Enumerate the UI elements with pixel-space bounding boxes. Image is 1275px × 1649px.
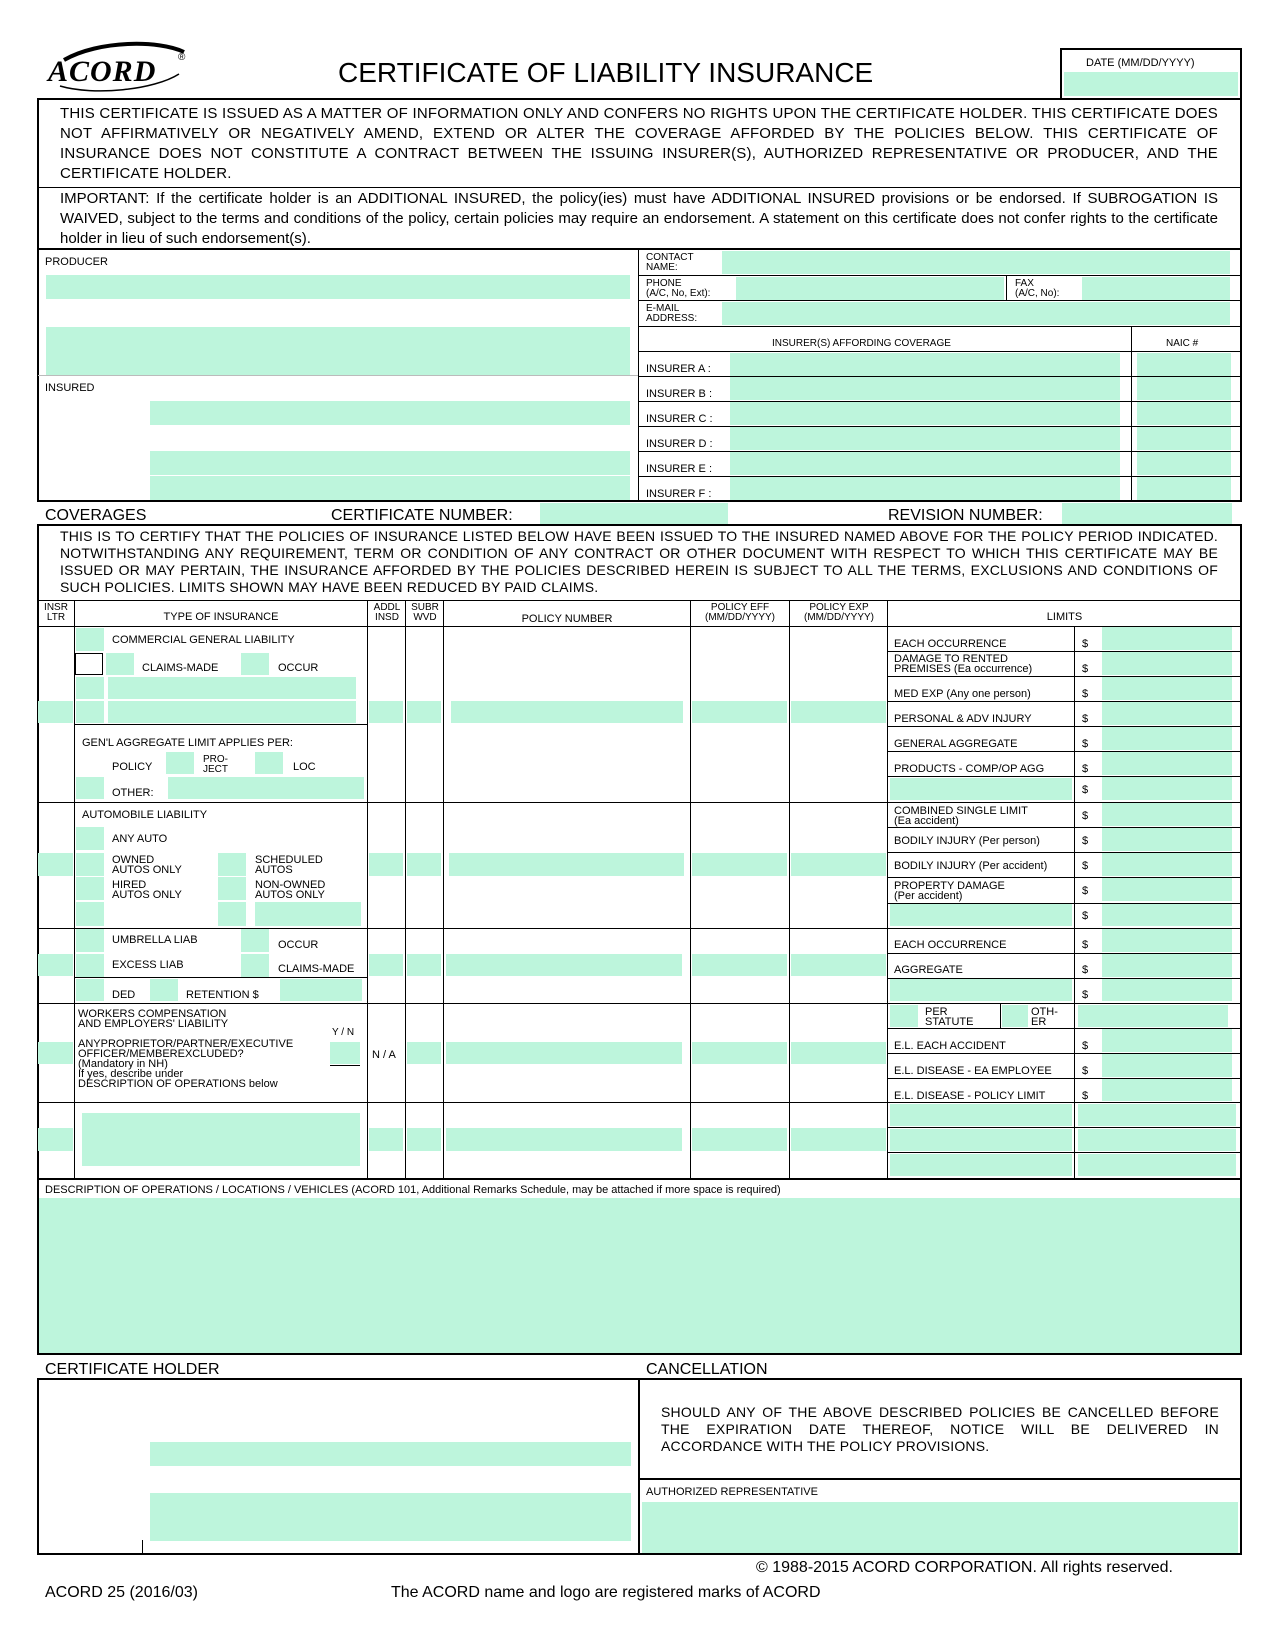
claims-made-label: CLAIMS-MADE	[142, 662, 219, 674]
other-coverage-eff-date[interactable]	[692, 1128, 787, 1151]
loc-label: LOC	[293, 761, 316, 773]
limits-header: LIMITS	[1046, 611, 1083, 623]
dollar-sign: $	[1082, 910, 1089, 922]
dollar-sign: $	[1082, 989, 1089, 1001]
registered-marks: The ACORD name and logo are registered marks of ACORD	[391, 1584, 821, 1601]
cgl-limit-med-exp: MED EXP (Any one person)	[894, 688, 1031, 700]
umbrella-insr-ltr[interactable]	[38, 954, 73, 976]
dollar-sign: $	[1082, 1090, 1089, 1102]
insurer-a-field[interactable]	[730, 353, 1120, 376]
insurer-c-naic[interactable]	[1137, 402, 1231, 425]
other-limit-label-2[interactable]	[890, 1129, 1072, 1151]
other-coverage-policy-number[interactable]	[446, 1128, 682, 1151]
cgl-subr[interactable]	[407, 701, 441, 723]
limit-damage-amount[interactable]	[1102, 652, 1232, 675]
subr-header: SUBR WVD	[411, 602, 439, 623]
umbrella-limit-each-occ: EACH OCCURRENCE	[894, 939, 1007, 951]
limit-pd-amount[interactable]	[1102, 878, 1232, 901]
limit-med-exp-amount[interactable]	[1102, 677, 1232, 700]
umbrella-claims-made-label: CLAIMS-MADE	[278, 963, 355, 975]
insurer-a-naic[interactable]	[1137, 353, 1231, 376]
other-label: OTHER:	[112, 787, 154, 799]
date-label: DATE (MM/DD/YYYY)	[1086, 57, 1195, 69]
cgl-addl[interactable]	[369, 701, 403, 723]
exp-header: POLICY EXP (MM/DD/YYYY)	[804, 602, 874, 623]
other-coverage-exp-date[interactable]	[791, 1128, 886, 1151]
insurer-f-naic[interactable]	[1137, 477, 1231, 500]
dollar-sign: $	[1082, 688, 1089, 700]
other-er-label: OTH- ER	[1031, 1006, 1058, 1028]
auto-extra-checkbox-2[interactable]	[218, 902, 246, 926]
type-header: TYPE OF INSURANCE	[163, 611, 279, 623]
auto-exp-date[interactable]	[791, 853, 886, 876]
authorized-representative-field[interactable]	[642, 1502, 1238, 1553]
non-owned-autos-label: NON-OWNED AUTOS ONLY	[255, 879, 326, 901]
per-statute-label: PER STATUTE	[925, 1006, 974, 1028]
umbrella-subr[interactable]	[407, 954, 441, 976]
limit-auto-extra-amount[interactable]	[1102, 904, 1232, 926]
cgl-extra-checkbox-1[interactable]	[76, 677, 104, 699]
umbrella-occur-label: OCCUR	[278, 939, 319, 951]
dollar-sign: $	[1082, 860, 1089, 872]
other-coverage-addl[interactable]	[369, 1128, 403, 1151]
el-disease-policy-label: E.L. DISEASE - POLICY LIMIT	[894, 1090, 1046, 1102]
phone-field[interactable]	[736, 277, 1004, 300]
insurer-a-label: INSURER A :	[646, 363, 711, 375]
certificate-holder-field-2[interactable]	[150, 1493, 631, 1541]
svg-text:ACORD: ACORD	[48, 55, 157, 88]
producer-field-1[interactable]	[46, 275, 630, 299]
certificate-number-label: CERTIFICATE NUMBER:	[331, 507, 513, 524]
dollar-sign: $	[1082, 784, 1089, 796]
insurers-header: INSURER(S) AFFORDING COVERAGE	[772, 338, 951, 349]
policy-label: POLICY	[112, 761, 153, 773]
limit-personal-amount[interactable]	[1102, 702, 1232, 725]
producer-field-3[interactable]	[46, 351, 630, 375]
limit-umbrella-extra-amount[interactable]	[1102, 979, 1232, 1001]
gen-agg-label: GEN'L AGGREGATE LIMIT APPLIES PER:	[82, 737, 293, 749]
ded-checkbox[interactable]	[76, 979, 104, 1001]
description-field[interactable]	[39, 1198, 1240, 1353]
coverages-statement: THIS IS TO CERTIFY THAT THE POLICIES OF INSURANCE LISTED BELOW HAVE BEEN ISSUED TO THE INSURED NAMED ABOVE FOR THE POLICY PERIOD INDICATED. NOTWITHSTANDING ANY REQUIREMENT, TERM OR CONDITION OF ANY CONTRACT OR OTHER DOCUMENT WITH RESPECT TO WHICH THIS CERTIFICATE MAY BE ISSUED OR MAY PERTAIN, THE INSURANCE AFFORDED BY THE POLICIES DESCRIBED HEREIN IS SUBJECT TO ALL THE TERMS, EXCLUSIONS AND CONDITIONS OF SUCH POLICIES. LIMITS SHOWN MAY HAVE BEEN REDUCED BY PAID CLAIMS.	[60, 528, 1218, 595]
owned-autos-label: OWNED AUTOS ONLY	[112, 854, 182, 876]
workers-comp-excluded: ANYPROPRIETOR/PARTNER/EXECUTIVE OFFICER/MEMBEREXCLUDED? (Mandatory in NH) If yes, describe under DESCRIPTION OF OPERATIONS below	[78, 1038, 294, 1090]
other-coverage-type[interactable]	[82, 1113, 360, 1166]
cancellation-label: CANCELLATION	[646, 1361, 768, 1378]
cgl-limit-damage: DAMAGE TO RENTED PREMISES (Ea occurrence)	[894, 653, 1033, 675]
project-checkbox[interactable]	[255, 752, 283, 774]
auto-eff-date[interactable]	[692, 853, 787, 876]
workers-other-field[interactable]	[1078, 1005, 1228, 1027]
umbrella-checkbox[interactable]	[76, 929, 104, 952]
producer-label: PRODUCER	[45, 256, 108, 268]
dollar-sign: $	[1082, 964, 1089, 976]
email-field[interactable]	[722, 302, 1230, 325]
auto-limit-bi-person: BODILY INJURY (Per person)	[894, 835, 1040, 847]
addl-header: ADDL INSD	[373, 602, 401, 623]
form-number: ACORD 25 (2016/03)	[45, 1584, 198, 1601]
policy-checkbox[interactable]	[166, 752, 194, 774]
dollar-sign: $	[1082, 663, 1089, 675]
limit-bi-accident-amount[interactable]	[1102, 853, 1232, 876]
limit-umbrella-agg-amount[interactable]	[1102, 954, 1232, 977]
date-field[interactable]	[1064, 72, 1238, 96]
description-label: DESCRIPTION OF OPERATIONS / LOCATIONS / VEHICLES (ACORD 101, Additional Remarks Schedule, may be attached if more space is required)	[45, 1184, 781, 1196]
auto-limit-extra-label[interactable]	[890, 904, 1072, 926]
eff-header: POLICY EFF (MM/DD/YYYY)	[705, 602, 775, 623]
retention-label: RETENTION $	[186, 989, 259, 1001]
dollar-sign: $	[1082, 810, 1089, 822]
other-coverage-insr-ltr[interactable]	[38, 1128, 73, 1151]
cgl-limit-gen-agg: GENERAL AGGREGATE	[894, 738, 1018, 750]
insurer-d-field[interactable]	[730, 427, 1120, 450]
producer-field-2[interactable]	[46, 327, 630, 351]
auto-limit-bi-accident: BODILY INJURY (Per accident)	[894, 860, 1048, 872]
dollar-sign: $	[1082, 713, 1089, 725]
umbrella-policy-number[interactable]	[446, 954, 682, 976]
auto-limit-csl: COMBINED SINGLE LIMIT (Ea accident)	[894, 805, 1028, 827]
limit-el-employee-amount[interactable]	[1102, 1054, 1232, 1077]
claims-made-checkbox[interactable]	[106, 653, 134, 675]
limit-bi-person-amount[interactable]	[1102, 828, 1232, 851]
insurer-d-naic[interactable]	[1137, 427, 1231, 450]
cgl-extra-field-1[interactable]	[108, 677, 356, 699]
cgl-limit-products: PRODUCTS - COMP/OP AGG	[894, 763, 1045, 775]
coverages-label: COVERAGES	[45, 507, 147, 524]
umbrella-eff-date[interactable]	[692, 954, 787, 976]
important-text: IMPORTANT: If the certificate holder is an ADDITIONAL INSURED, the policy(ies) must have ADDITIONAL INSURED provisions or be endorsed. If SUBROGATION IS WAIVED, subject to the terms and conditions of the policy, certain policies may require an endorsement. A statement on this certificate does not confer rights to the certificate holder in lieu of such endorsement(s).	[60, 190, 1218, 247]
occur-label: OCCUR	[278, 662, 319, 674]
workers-policy-number[interactable]	[446, 1042, 682, 1064]
insured-field-2[interactable]	[150, 451, 630, 475]
cgl-extra-checkbox-2[interactable]	[76, 701, 104, 723]
other-limit-amount-2[interactable]	[1078, 1129, 1236, 1151]
other-field[interactable]	[168, 777, 364, 799]
limit-csl-amount[interactable]	[1102, 803, 1232, 826]
disclaimer-text: THIS CERTIFICATE IS ISSUED AS A MATTER OF INFORMATION ONLY AND CONFERS NO RIGHTS UPON THE CERTIFICATE HOLDER. THIS CERTIFICATE DOES NOT AFFIRMATIVELY OR NEGATIVELY AMEND, EXTEND OR ALTER THE COVERAGE AFFORDED BY THE POLICIES BELOW. THIS CERTIFICATE OF INSURANCE DOES NOT CONSTITUTE A CONTRACT BETWEEN THE ISSUING INSURER(S), AUTHORIZED REPRESENTATIVE OR PRODUCER, AND THE CERTIFICATE HOLDER.	[60, 105, 1218, 182]
auto-addl[interactable]	[369, 853, 403, 876]
limit-umbrella-occ-amount[interactable]	[1102, 929, 1232, 952]
auto-extra-field[interactable]	[255, 902, 361, 926]
revision-number-field[interactable]	[1062, 503, 1232, 525]
yn-label: Y / N	[332, 1027, 355, 1038]
cgl-eff-date[interactable]	[692, 701, 787, 723]
non-owned-autos-checkbox[interactable]	[218, 877, 246, 900]
fax-label: FAX (A/C, No):	[1015, 278, 1060, 299]
limit-each-occ-amount[interactable]	[1102, 627, 1232, 650]
certificate-number-field[interactable]	[540, 503, 728, 525]
email-label: E-MAIL ADDRESS:	[646, 303, 698, 324]
auto-extra-checkbox-1[interactable]	[76, 902, 104, 926]
retention-field[interactable]	[280, 979, 362, 1001]
fax-field[interactable]	[1082, 277, 1230, 300]
cancellation-text: SHOULD ANY OF THE ABOVE DESCRIBED POLICIES BE CANCELLED BEFORE THE EXPIRATION DATE THEREOF, NOTICE WILL BE DELIVERED IN ACCORDANCE WITH THE POLICY PROVISIONS.	[661, 1404, 1219, 1454]
workers-insr-ltr[interactable]	[38, 1042, 73, 1064]
dollar-sign: $	[1082, 738, 1089, 750]
policy-number-header: POLICY NUMBER	[521, 613, 613, 625]
insured-field-1[interactable]	[150, 401, 630, 425]
excess-label: EXCESS LIAB	[112, 959, 184, 971]
workers-subr[interactable]	[407, 1042, 441, 1064]
cgl-limit-extra-label[interactable]	[890, 778, 1072, 800]
cgl-title: COMMERCIAL GENERAL LIABILITY	[112, 634, 295, 646]
limit-cgl-extra-amount[interactable]	[1102, 777, 1232, 800]
cgl-insr-ltr[interactable]	[38, 701, 73, 723]
umbrella-label: UMBRELLA LIAB	[112, 934, 198, 946]
auto-insr-ltr[interactable]	[38, 853, 73, 876]
insurer-b-naic[interactable]	[1137, 377, 1231, 400]
excess-checkbox[interactable]	[76, 954, 104, 977]
insurer-b-field[interactable]	[730, 377, 1120, 400]
insurer-e-label: INSURER E :	[646, 463, 713, 475]
limit-products-amount[interactable]	[1102, 752, 1232, 775]
other-limit-label-3[interactable]	[890, 1154, 1072, 1176]
limit-el-policy-amount[interactable]	[1102, 1079, 1232, 1101]
limit-gen-agg-amount[interactable]	[1102, 727, 1232, 750]
limit-el-accident-amount[interactable]	[1102, 1029, 1232, 1052]
certificate-holder-field-1[interactable]	[150, 1442, 631, 1466]
dollar-sign: $	[1082, 885, 1089, 897]
cgl-policy-number[interactable]	[451, 701, 683, 723]
svg-text:®: ®	[178, 52, 186, 63]
umbrella-occur-checkbox[interactable]	[241, 929, 269, 952]
auto-policy-number[interactable]	[449, 853, 684, 876]
naic-header: NAIC #	[1166, 338, 1199, 349]
insr-ltr-header: INSR LTR	[44, 602, 68, 623]
retention-checkbox[interactable]	[150, 979, 178, 1001]
any-auto-label: ANY AUTO	[112, 833, 168, 845]
umbrella-addl[interactable]	[369, 954, 403, 976]
cgl-limit-personal: PERSONAL & ADV INJURY	[894, 713, 1032, 725]
other-checkbox[interactable]	[76, 777, 104, 799]
other-limit-label-1[interactable]	[890, 1104, 1072, 1126]
ded-label: DED	[112, 989, 136, 1001]
na-label: N / A	[372, 1049, 396, 1061]
authorized-representative-label: AUTHORIZED REPRESENTATIVE	[646, 1486, 818, 1498]
hired-autos-checkbox[interactable]	[76, 877, 104, 900]
auto-title: AUTOMOBILE LIABILITY	[82, 809, 208, 821]
revision-number-label: REVISION NUMBER:	[888, 507, 1043, 524]
owned-autos-checkbox[interactable]	[76, 853, 104, 876]
cgl-checkbox[interactable]	[76, 628, 104, 651]
cgl-limit-each-occ: EACH OCCURRENCE	[894, 638, 1007, 650]
other-er-checkbox[interactable]	[1002, 1005, 1028, 1027]
insurer-c-field[interactable]	[730, 402, 1120, 425]
dollar-sign: $	[1082, 638, 1089, 650]
scheduled-autos-checkbox[interactable]	[218, 853, 246, 876]
auto-limit-pd: PROPERTY DAMAGE (Per accident)	[894, 880, 1005, 902]
insurer-b-label: INSURER B :	[646, 388, 713, 400]
dollar-sign: $	[1082, 939, 1089, 951]
workers-exp-date[interactable]	[791, 1042, 886, 1064]
insurer-e-naic[interactable]	[1137, 452, 1231, 475]
el-each-accident-label: E.L. EACH ACCIDENT	[894, 1040, 1006, 1052]
contact-name-field[interactable]	[722, 251, 1230, 274]
dollar-sign: $	[1082, 1040, 1089, 1052]
dollar-sign: $	[1082, 835, 1089, 847]
contact-name-label: CONTACT NAME:	[646, 252, 694, 273]
certificate-holder-label: CERTIFICATE HOLDER	[45, 1361, 220, 1378]
excluded-yn-field[interactable]	[330, 1042, 360, 1064]
el-disease-employee-label: E.L. DISEASE - EA EMPLOYEE	[894, 1065, 1052, 1077]
project-label: PRO- JECT	[203, 754, 228, 775]
copyright: © 1988-2015 ACORD CORPORATION. All rights reserved.	[756, 1559, 1173, 1576]
workers-comp-title: WORKERS COMPENSATION AND EMPLOYERS' LIABILITY	[78, 1008, 229, 1030]
other-coverage-subr[interactable]	[407, 1128, 441, 1151]
cgl-exp-date[interactable]	[791, 701, 886, 723]
cgl-extra-field-2[interactable]	[108, 701, 356, 723]
insurer-c-label: INSURER C :	[646, 413, 713, 425]
per-statute-checkbox[interactable]	[890, 1005, 918, 1027]
occur-checkbox[interactable]	[241, 653, 269, 675]
insurer-d-label: INSURER D :	[646, 438, 713, 450]
scheduled-autos-label: SCHEDULED AUTOS	[255, 854, 323, 876]
dollar-sign: $	[1082, 1065, 1089, 1077]
insurer-e-field[interactable]	[730, 452, 1120, 475]
workers-eff-date[interactable]	[692, 1042, 787, 1064]
auto-subr[interactable]	[407, 853, 441, 876]
other-limit-amount-3[interactable]	[1078, 1154, 1236, 1176]
insured-field-3[interactable]	[150, 476, 630, 500]
insured-label: INSURED	[45, 382, 95, 394]
form-title: CERTIFICATE OF LIABILITY INSURANCE	[338, 57, 874, 88]
acord-logo	[44, 38, 194, 93]
umbrella-claims-made-checkbox[interactable]	[241, 954, 269, 977]
umbrella-exp-date[interactable]	[791, 954, 886, 976]
any-auto-checkbox[interactable]	[76, 827, 104, 850]
phone-label: PHONE (A/C, No, Ext):	[646, 278, 711, 299]
umbrella-limit-aggregate: AGGREGATE	[894, 964, 963, 976]
umbrella-limit-extra-label[interactable]	[890, 979, 1072, 1001]
dollar-sign: $	[1082, 763, 1089, 775]
hired-autos-label: HIRED AUTOS ONLY	[112, 879, 182, 901]
insurer-f-field[interactable]	[730, 477, 1120, 500]
other-limit-amount-1[interactable]	[1078, 1104, 1236, 1126]
insurer-f-label: INSURER F :	[646, 488, 712, 500]
